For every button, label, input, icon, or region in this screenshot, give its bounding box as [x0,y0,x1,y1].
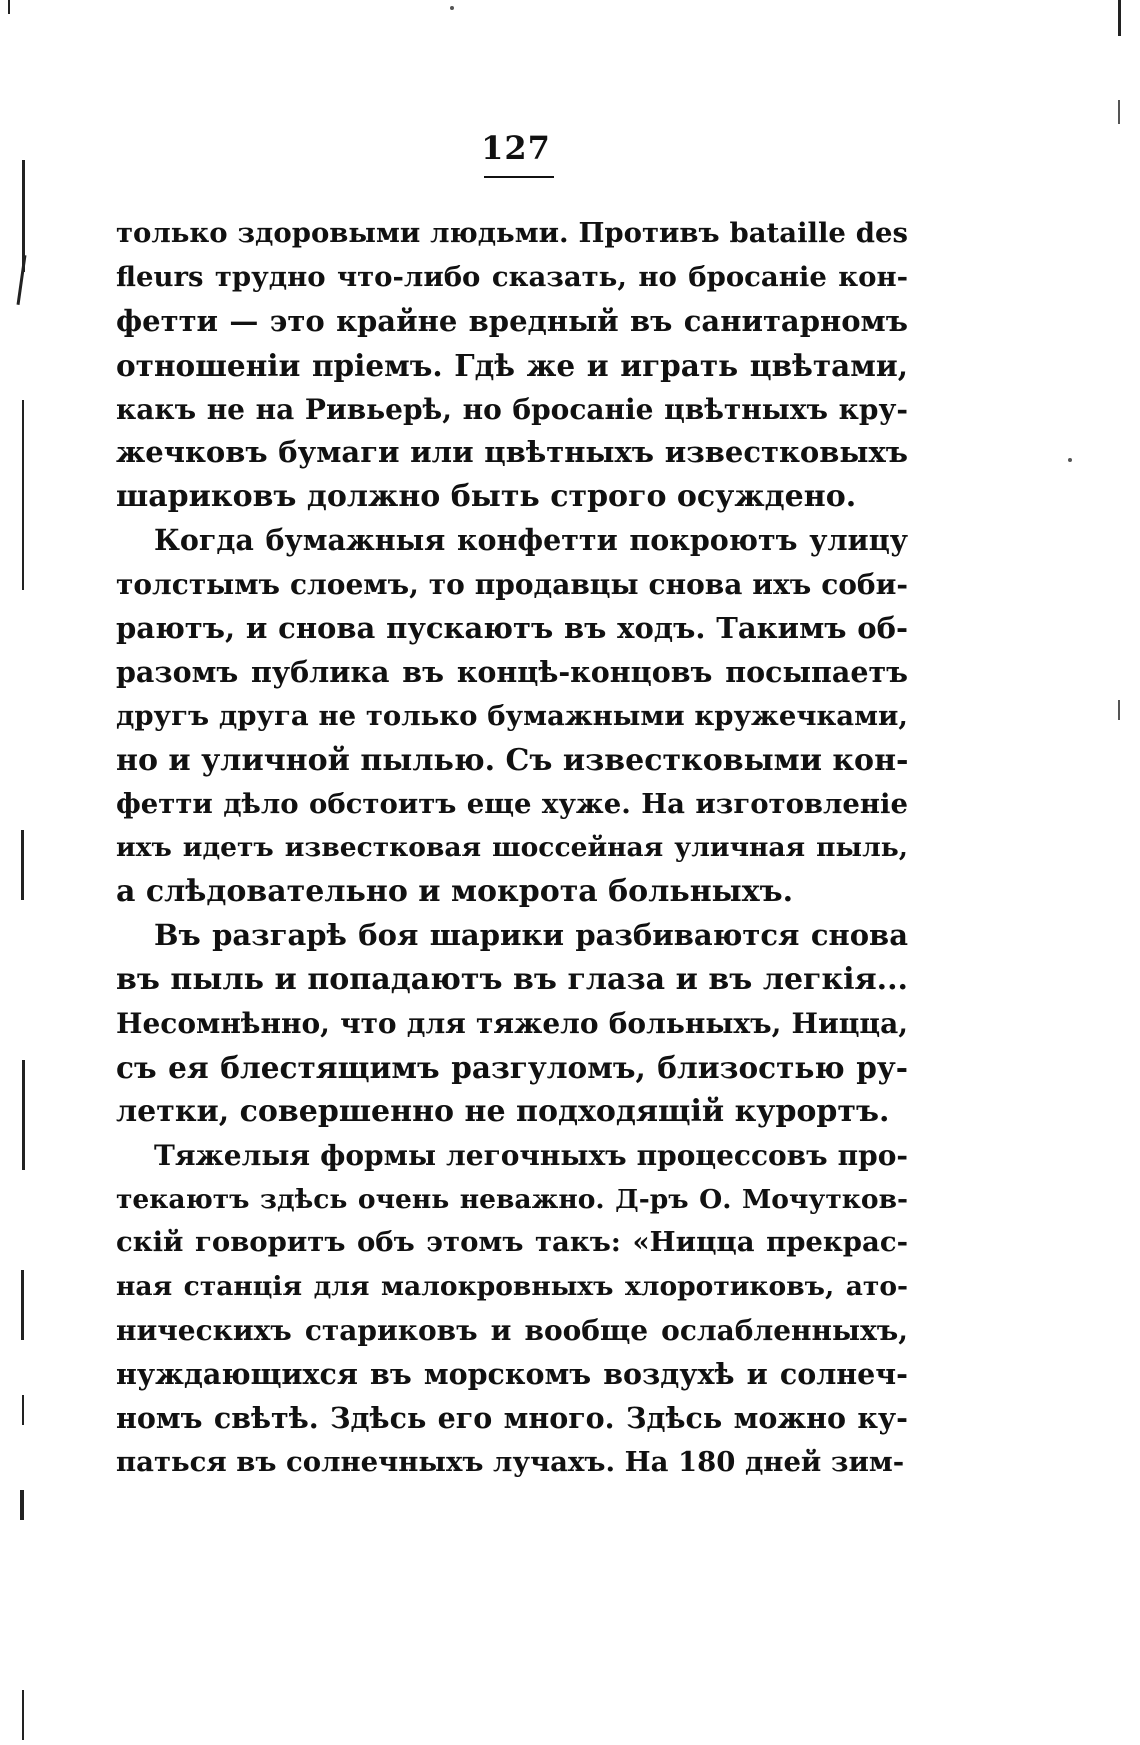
text-line: только здоровыми людьми. Противъ bataille des [116,217,908,249]
text-line: скiй говоритъ объ этомъ такъ: «Ницца прекрас- [116,1226,908,1259]
page-number-rule [484,176,554,178]
text-line: ническихъ стариковъ и вообще ослабленныхъ, [116,1314,908,1348]
text-line: а слѣдовательно и мокрота больныхъ. [116,874,794,910]
paragraph [116,914,908,1133]
text-line: текаютъ здѣсь очень неважно. Д-ръ О. Мочутков- [116,1183,908,1215]
text-line: ная станцiя для малокровныхъ хлоротиковъ, ато- [116,1271,908,1303]
scan-speck [1118,100,1120,124]
text-line: фетти — это крайне вредный въ санитарномъ [116,303,908,338]
scan-speck [450,6,454,10]
text-line: толстымъ слоемъ, то продавцы снова ихъ соби- [116,568,908,602]
paragraph [116,519,908,914]
text-line: раютъ, и снова пускаютъ въ ходъ. Такимъ об- [116,611,908,646]
text-line: ихъ идетъ известковая шоссейная уличная пыль, [116,832,908,864]
right-margin-mark [1118,0,1121,36]
left-margin-mark [17,255,27,305]
text-line: но и уличной пылью. Съ известковыми кон- [116,742,909,778]
text-line: другъ друга не только бумажными кружечками, [116,699,908,732]
scan-speck [1068,458,1072,462]
text-line: шариковъ должно быть строго осуждено. [116,479,857,515]
text-line: fleurs трудно что-либо сказать, но бросанie кон- [116,260,908,293]
text-line: летки, совершенно не подходящiй курортъ. [116,1093,890,1129]
paragraph [116,212,908,519]
text-line: отношенiи прiемъ. Гдѣ же и играть цвѣтами, [116,347,908,383]
text-line: жечковъ бумаги или цвѣтныхъ известковыхъ [116,435,908,470]
text-line: паться въ солнечныхъ лучахъ. На 180 дней зим- [116,1445,905,1478]
text-line: фетти дѣло обстоитъ еще хуже. На изготовленie [116,787,908,820]
text-line: съ ея блестящимъ разгуломъ, близостью ру- [116,1049,908,1085]
left-margin-mark [20,1490,24,1520]
left-margin-mark [21,1270,24,1340]
text-line: Въ разгарѣ боя шарики разбиваются снова [154,918,908,953]
text-line: Когда бумажныя конфетти покроютъ улицу [154,523,908,558]
paragraph [116,1134,908,1485]
text-line: нуждающихся въ морскомъ воздухѣ и солнеч- [116,1357,908,1392]
left-margin-mark [22,1060,25,1170]
text-line: Несомнѣнно, что для тяжело больныхъ, Ницца, [116,1007,908,1041]
text-line: разомъ публика въ концѣ-концовъ посыпаетъ [116,654,908,689]
left-margin-mark [21,830,24,900]
top-margin-mark [8,0,10,14]
left-margin-mark [22,1690,24,1740]
body-text [116,212,908,1485]
text-line: какъ не на Ривьерѣ, но бросанie цвѣтныхъ кру- [116,392,908,426]
scan-speck [1118,700,1120,720]
left-margin-mark [22,1395,24,1425]
page-number: 127 [481,129,551,167]
left-margin-mark [22,400,24,590]
text-line: въ пыль и попадаютъ въ глаза и въ легкiя... [116,962,908,998]
text-line: Тяжелыя формы легочныхъ процессовъ про- [154,1138,908,1172]
text-line: номъ свѣтѣ. Здѣсь его много. Здѣсь можно ку- [116,1401,908,1436]
